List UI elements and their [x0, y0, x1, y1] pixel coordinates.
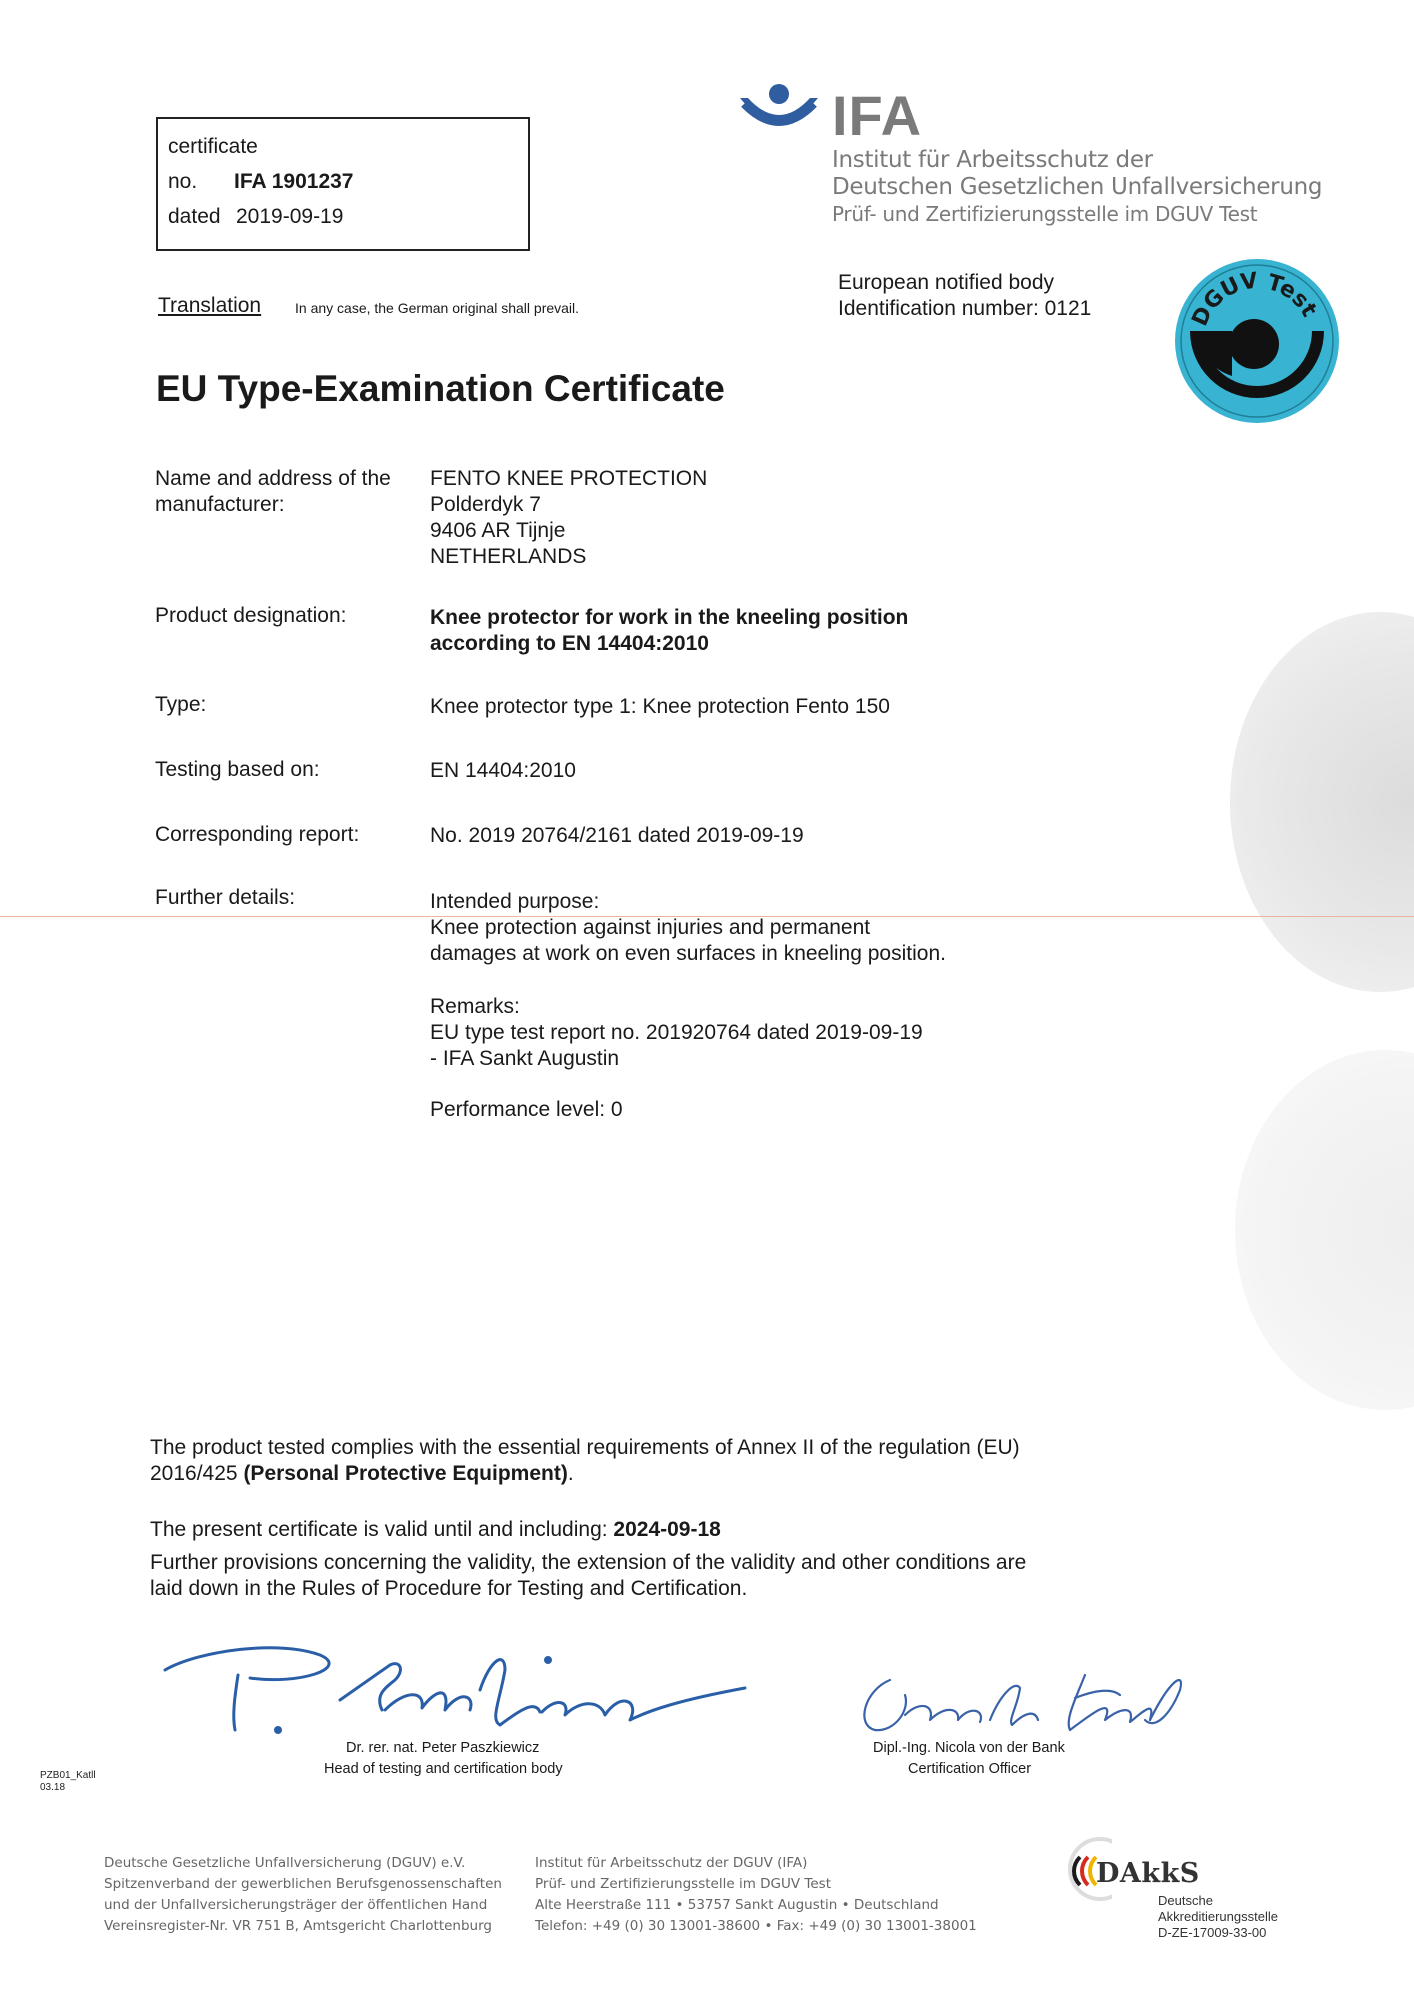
product-designation-label: Product designation:	[155, 604, 347, 627]
intended-purpose-line1: Knee protection against injuries and permanent	[430, 916, 871, 939]
compliance-regulation: 2016/425	[150, 1462, 244, 1485]
ifa-logo-text: IFA	[832, 84, 923, 147]
institute-name-line1: Institut für Arbeitsschutz der	[832, 147, 1153, 173]
translation-label: Translation	[158, 294, 262, 317]
validity-date: 2024-09-18	[613, 1518, 721, 1541]
compliance-line1: The product tested complies with the essential requirements of Annex II of the regulation (EU)	[150, 1436, 1020, 1459]
notified-body-line1: European notified body	[838, 271, 1054, 294]
remarks-title: Remarks:	[430, 995, 520, 1018]
compliance-ppe: (Personal Protective Equipment)	[243, 1462, 568, 1485]
testing-value: EN 14404:2010	[430, 759, 576, 782]
dakks-logo-text: DAkkS	[1096, 1858, 1200, 1889]
performance-level: Performance level: 0	[430, 1098, 623, 1121]
decorative-circle	[1235, 1050, 1414, 1410]
testing-label: Testing based on:	[155, 758, 320, 781]
dakks-line3: D-ZE-17009-33-00	[1158, 1925, 1267, 1940]
seal-text: DGUV Test	[1187, 268, 1322, 331]
validity-provisions-line1: Further provisions concerning the validity, the extension of the validity and other conditions are	[150, 1551, 1027, 1574]
signatory1-name: Dr. rer. nat. Peter Paszkiewicz	[346, 1740, 540, 1756]
intended-purpose-title: Intended purpose:	[430, 890, 600, 913]
signatory2-role: Certification Officer	[908, 1761, 1032, 1777]
certificate-dated-label: dated	[168, 205, 221, 228]
certificate-date: 2019-09-19	[236, 205, 344, 228]
certificate-number: IFA 1901237	[234, 170, 354, 193]
footer-ifa-info	[535, 1853, 977, 1937]
type-value: Knee protector type 1: Knee protection Fento 150	[430, 695, 890, 718]
decorative-circle	[1230, 612, 1414, 992]
type-label: Type:	[155, 693, 207, 716]
further-details-label: Further details:	[155, 886, 296, 909]
form-reference-date: 03.18	[40, 1782, 66, 1793]
ifa-logo-icon	[738, 82, 820, 140]
dguv-test-seal-icon	[1172, 256, 1342, 426]
manufacturer-label-line2: manufacturer:	[155, 493, 285, 516]
form-reference-code: PZB01_Katll	[40, 1770, 96, 1781]
remarks-line2: - IFA Sankt Augustin	[430, 1047, 620, 1070]
manufacturer-country: NETHERLANDS	[430, 545, 587, 568]
validity-line	[150, 1517, 721, 1543]
document-title: EU Type-Examination Certificate	[156, 368, 725, 409]
notified-body-line2: Identification number: 0121	[838, 297, 1092, 320]
product-designation-line1: Knee protector for work in the kneeling position	[430, 606, 909, 629]
footer-left-line: und der Unfallversicherungsträger der öffentlichen Hand	[104, 1897, 488, 1913]
signature-paszkiewicz	[160, 1630, 750, 1745]
compliance-period: .	[567, 1462, 574, 1485]
validity-provisions-line2: laid down in the Rules of Procedure for Testing and Certification.	[150, 1577, 748, 1600]
dakks-info	[1158, 1893, 1278, 1941]
footer-middle-line: Alte Heerstraße 111 • 53757 Sankt Augustin • Deutschland	[535, 1897, 939, 1913]
institute-name-line2: Deutschen Gesetzlichen Unfallversicherung	[832, 174, 1323, 200]
footer-left-line: Spitzenverband der gewerblichen Berufsgenossenschaften	[104, 1876, 502, 1892]
intended-purpose-line2: damages at work on even surfaces in kneeling position.	[430, 942, 946, 965]
dakks-line2: Akkreditierungsstelle	[1158, 1909, 1278, 1924]
footer-left-line: Vereinsregister-Nr. VR 751 B, Amtsgericht Charlottenburg	[104, 1918, 492, 1934]
institute-name-line3: Prüf- und Zertifizierungsstelle im DGUV Test	[832, 202, 1258, 226]
form-reference	[40, 1770, 96, 1794]
report-value: No. 2019 20764/2161 dated 2019-09-19	[430, 824, 804, 847]
footer-left-line: Deutsche Gesetzliche Unfallversicherung (DGUV) e.V.	[104, 1855, 466, 1871]
signature-von-der-bank	[850, 1660, 1195, 1745]
certificate-label: certificate	[168, 135, 258, 158]
manufacturer-street: Polderdyk 7	[430, 493, 541, 516]
signatory2-name: Dipl.-Ing. Nicola von der Bank	[873, 1740, 1065, 1756]
certificate-box	[156, 117, 530, 251]
certificate-no-label: no.	[168, 170, 198, 193]
signatory1-role: Head of testing and certification body	[324, 1761, 563, 1777]
footer-middle-line: Telefon: +49 (0) 30 13001-38600 • Fax: +49 (0) 30 13001-38001	[535, 1918, 977, 1934]
manufacturer-name: FENTO KNEE PROTECTION	[430, 467, 708, 490]
validity-prefix: The present certificate is valid until and including:	[150, 1518, 614, 1541]
product-designation-line2: according to EN 14404:2010	[430, 632, 709, 655]
compliance-line2	[150, 1461, 574, 1487]
footer-dguv-info	[104, 1853, 502, 1937]
remarks-line1: EU type test report no. 201920764 dated 2019-09-19	[430, 1021, 923, 1044]
report-label: Corresponding report:	[155, 823, 360, 846]
footer-middle-line: Institut für Arbeitsschutz der DGUV (IFA)	[535, 1855, 808, 1871]
translation-note: In any case, the German original shall prevail.	[295, 300, 580, 316]
dakks-line1: Deutsche	[1158, 1893, 1213, 1908]
footer-middle-line: Prüf- und Zertifizierungsstelle im DGUV Test	[535, 1876, 831, 1892]
manufacturer-city: 9406 AR Tijnje	[430, 519, 566, 542]
manufacturer-label-line1: Name and address of the	[155, 467, 391, 490]
